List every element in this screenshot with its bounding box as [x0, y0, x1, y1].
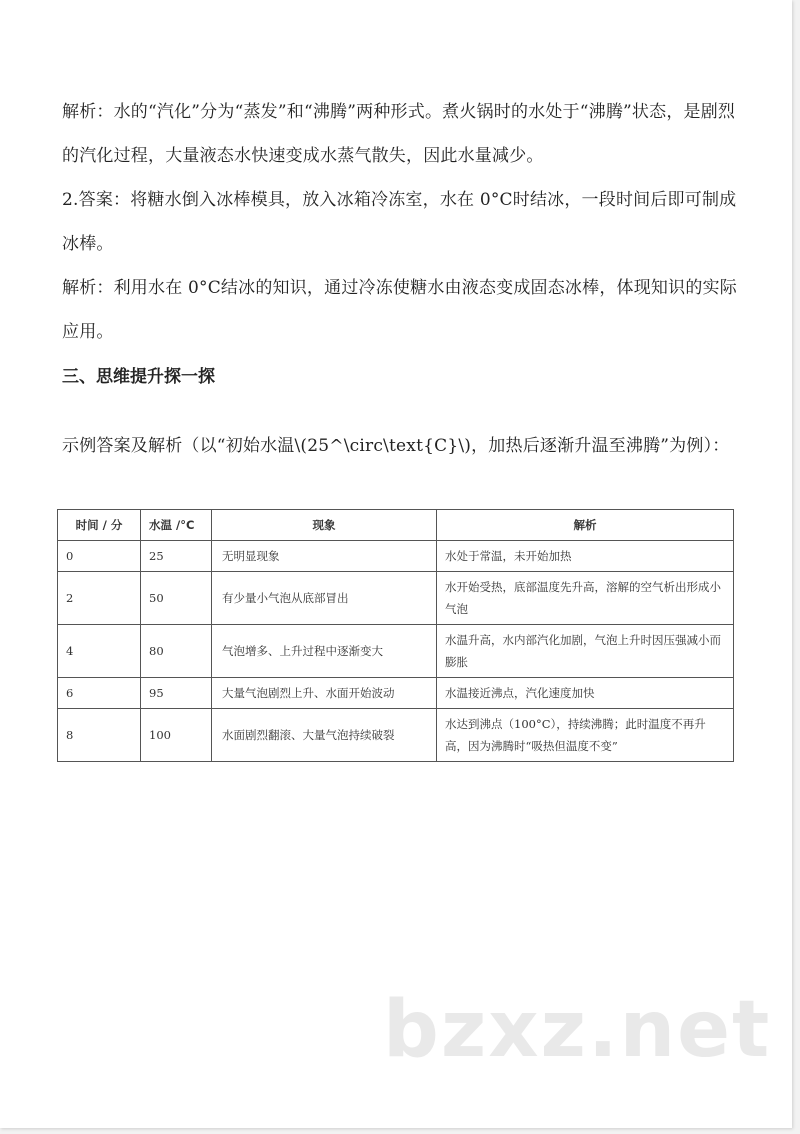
cell-temperature: 50	[141, 572, 212, 625]
cell-analysis: 水处于常温，未开始加热	[437, 541, 734, 572]
answer-paragraph-2: 2.答案：将糖水倒入冰棒模具，放入冰箱冷冻室，水在 0°C时结冰，一段时间后即可制成冰棒。	[62, 190, 737, 254]
cell-phenomenon: 无明显现象	[212, 541, 437, 572]
boiling-observation-table	[57, 509, 734, 762]
page-content	[62, 90, 742, 468]
example-intro: 示例答案及解析（以“初始水温\(25^\circ\text{C}\)，加热后逐渐升温至沸腾”为例）：	[62, 436, 730, 456]
site-watermark: bzxz.net	[383, 985, 772, 1075]
cell-phenomenon: 气泡增多、上升过程中逐渐变大	[212, 625, 437, 678]
header-analysis: 解析	[437, 510, 734, 541]
cell-phenomenon: 大量气泡剧烈上升、水面开始波动	[212, 678, 437, 709]
section-heading: 三、思维提升探一探	[62, 367, 215, 387]
table-row	[58, 709, 734, 762]
header-time: 时间 / 分	[58, 510, 141, 541]
cell-time: 8	[58, 709, 141, 762]
cell-temperature: 80	[141, 625, 212, 678]
cell-analysis: 水开始受热，底部温度先升高，溶解的空气析出形成小气泡	[437, 572, 734, 625]
cell-analysis: 水温接近沸点，汽化速度加快	[437, 678, 734, 709]
cell-temperature: 25	[141, 541, 212, 572]
cell-time: 0	[58, 541, 141, 572]
cell-phenomenon: 有少量小气泡从底部冒出	[212, 572, 437, 625]
table-row	[58, 541, 734, 572]
table-row	[58, 572, 734, 625]
header-phenomenon: 现象	[212, 510, 437, 541]
analysis-paragraph-1: 解析：水的“汽化”分为“蒸发”和“沸腾”两种形式。煮火锅时的水处于“沸腾”状态，是剧烈的汽化过程，大量液态水快速变成水蒸气散失，因此水量减少。	[62, 102, 736, 166]
analysis-paragraph-2: 解析：利用水在 0°C结冰的知识，通过冷冻使糖水由液态变成固态冰棒，体现知识的实际应用。	[62, 278, 737, 342]
header-temperature: 水温 /°C	[141, 510, 212, 541]
cell-time: 6	[58, 678, 141, 709]
table-header-row	[58, 510, 734, 541]
table-row	[58, 625, 734, 678]
cell-time: 4	[58, 625, 141, 678]
cell-phenomenon: 水面剧烈翻滚、大量气泡持续破裂	[212, 709, 437, 762]
cell-analysis: 水温升高，水内部汽化加剧，气泡上升时因压强减小而膨胀	[437, 625, 734, 678]
cell-analysis: 水达到沸点（100°C），持续沸腾；此时温度不再升高，因为沸腾时“吸热但温度不变”	[437, 709, 734, 762]
cell-time: 2	[58, 572, 141, 625]
table-row	[58, 678, 734, 709]
cell-temperature: 100	[141, 709, 212, 762]
cell-temperature: 95	[141, 678, 212, 709]
